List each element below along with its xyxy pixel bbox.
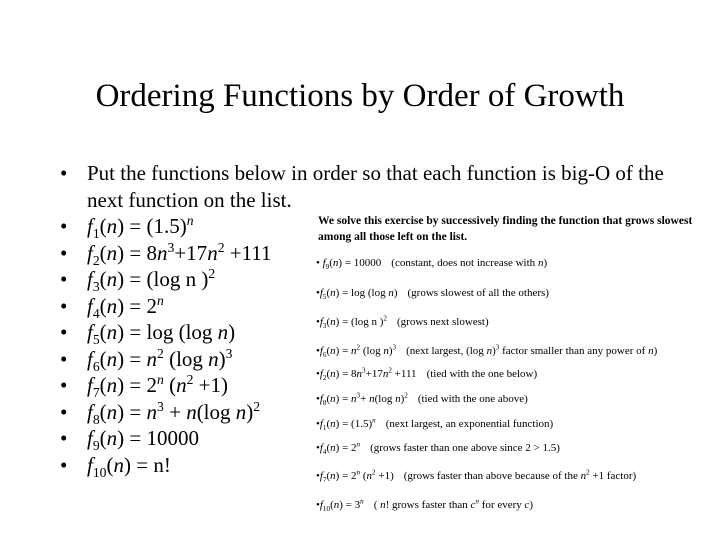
intro-bullet: • Put the functions below in order so that each function is big-O of the next function on the list. [56, 160, 676, 213]
function-item: • $f_5(n) = \log (\log$ n) [56, 319, 676, 346]
function-item: • $f_7(n) = 2^n$ $(n^2 +1)$ [56, 372, 676, 399]
solution-row: $•f_6(n) = n^2$ (log n)$^3$ (next largest, (log n)$^3$ factor smaller than any power of n) [316, 343, 658, 360]
function-item: • $f_6(n) = n^2$ (log n)$^3$ [56, 346, 676, 373]
solution-row: $•f_8(n) = n^3+ n(\log$ n)$^2$ (tied with the one above) [316, 391, 528, 408]
solution-row: $•f_{10}(n) = 3^n$ ( n! grows faster than $c^n$ for every c) [316, 497, 534, 514]
function-item: • $f_2(n) = 8n^3+17n^2 +111$ [56, 240, 676, 267]
solution-row: $•f_5(n) = \log (\log$ n) (grows slowest of all the others) [316, 287, 549, 302]
solution-row: $•f_2(n) = 8n^3+17n^2 +111$ (tied with the one below) [316, 366, 538, 383]
slide-title: Ordering Functions by Order of Growth [95, 78, 625, 114]
function-item: • $f_1(n) = (1.5)^n$ [56, 213, 676, 240]
function-item: • $f_{10}(n) = n$! [56, 452, 676, 479]
solution-row: • $f_9(n) = 10000$ (constant, does not increase with n) [316, 257, 548, 272]
function-item: • $f_8(n) = n^3 + n(\log$ n)$^2$ [56, 399, 676, 426]
function-item: • $f_3(n) = (\log$ n )$^2$ [56, 266, 676, 293]
solution-row: $•f_7(n) = 2^n$ $(n^2 +1)$ (grows faster than above because of the $n^2 +1$ factor) [316, 468, 637, 485]
function-item: • $f_4(n) = 2^n$ [56, 293, 676, 320]
solution-row: $•f_4(n) = 2^n$ (grows faster than one above since 2 > 1.5) [316, 440, 560, 457]
solution-row: $•f_3(n) = (\log$ n )$^2$ (grows next slowest) [316, 314, 489, 331]
function-item: • $f_9(n) = 10000$ [56, 425, 676, 452]
solution-row: $•f_1(n) = (1.5)^n$ (next largest, an exponential function) [316, 416, 554, 433]
solution-heading: We solve this exercise by successively finding the function that grows slowest among all those left on the list. [318, 215, 693, 243]
